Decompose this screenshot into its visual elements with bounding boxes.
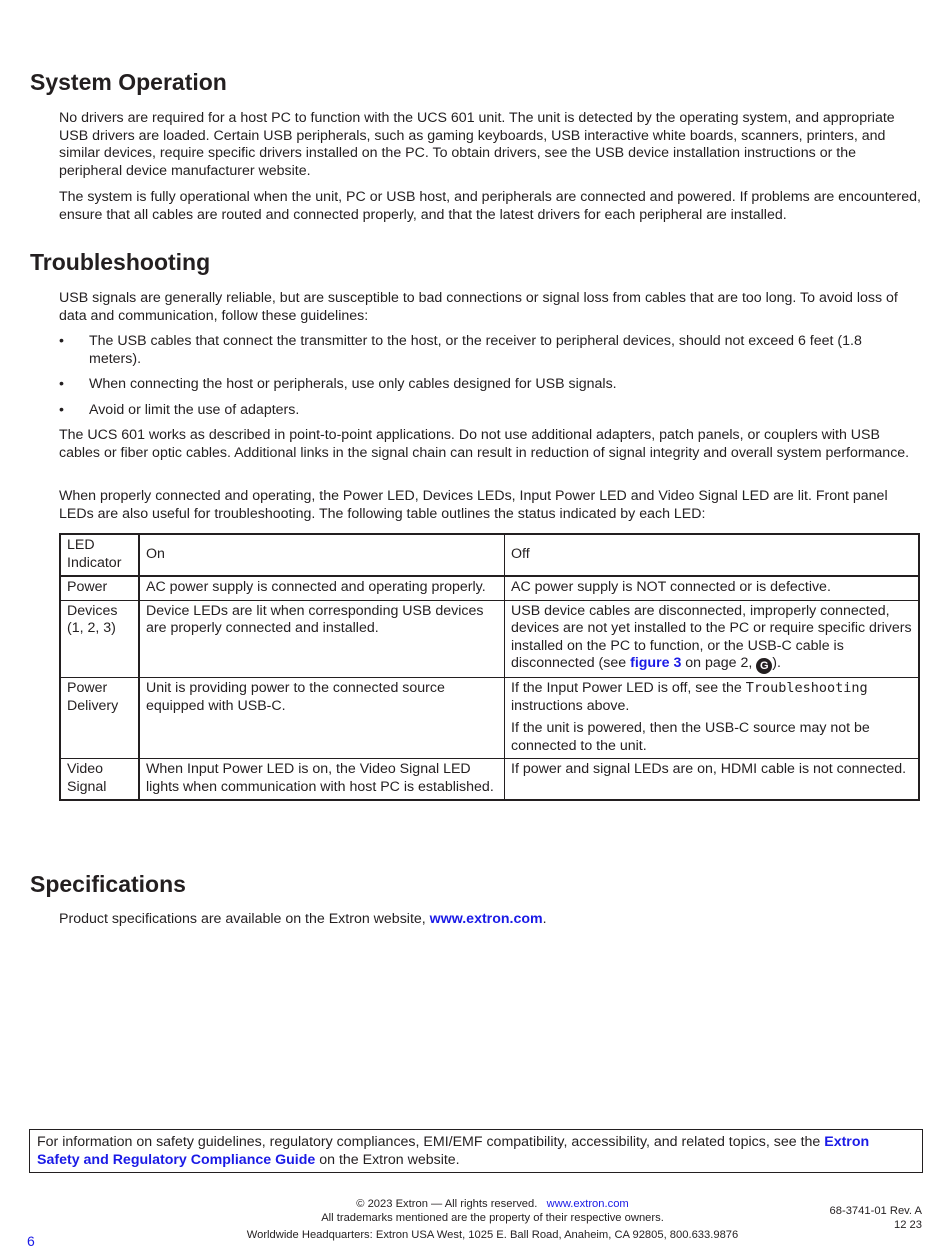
- table-row: [60, 759, 919, 801]
- bullet-marker: •: [59, 402, 64, 418]
- header-led-indicator: LED Indicator: [60, 534, 139, 576]
- on-cell: When Input Power LED is on, the Video Signal LED lights when communication with host PC is established.: [139, 759, 505, 801]
- footer-headquarters: Worldwide Headquarters: Extron USA West, 1025 E. Ball Road, Anaheim, CA 92805, 800.633.9876: [246, 1229, 739, 1241]
- footer-trademarks: All trademarks mentioned are the property of their respective owners.: [321, 1212, 664, 1224]
- on-cell: Unit is providing power to the connected source equipped with USB-C.: [139, 678, 505, 759]
- guideline-text: Avoid or limit the use of adapters.: [89, 402, 300, 418]
- callout-g-badge-icon: G: [756, 658, 772, 674]
- indicator-cell: Video Signal: [60, 759, 139, 801]
- document-date: 12 23: [894, 1219, 922, 1231]
- header-on: On: [139, 534, 505, 576]
- section-heading-specifications: Specifications: [30, 871, 186, 897]
- table-header-row: [60, 534, 919, 576]
- document-id: [830, 1204, 922, 1232]
- page-number: 6: [27, 1233, 35, 1249]
- on-cell: AC power supply is connected and operating properly.: [139, 576, 505, 600]
- led-intro-paragraph: When properly connected and operating, the Power LED, Devices LEDs, Input Power LED and Video Signal LED are lit. Front panel LEDs are also useful for troubleshooting. The following table outlines the status indicated by each LED:: [59, 488, 888, 522]
- bullet-marker: •: [59, 333, 64, 349]
- safety-guide-link[interactable]: Extron Safety and Regulatory Compliance Guide: [37, 1134, 870, 1168]
- table-row: [60, 678, 919, 759]
- figure-3-link[interactable]: figure 3: [630, 655, 682, 671]
- off-paragraph: [511, 680, 912, 715]
- off-cell: AC power supply is NOT connected or is defective.: [505, 576, 920, 600]
- section-heading-troubleshooting: Troubleshooting: [30, 249, 211, 275]
- off-text: ).: [772, 655, 781, 671]
- system-operation-paragraph-1: No drivers are required for a host PC to function with the UCS 601 unit. The unit is detected by the operating system, and appropriate USB drivers are loaded. Certain USB peripherals, such as gaming keyboards, USB interactive white boards, scanners, printers, and similar devices, require specific drivers installed on the PC. To obtain drivers, see the USB device installation instructions or the peripheral device manufacturer website.: [59, 110, 895, 179]
- off-paragraph: If the unit is powered, then the USB-C source may not be connected to the unit.: [511, 720, 870, 754]
- led-status-table: [59, 533, 920, 801]
- off-text: USB device cables are disconnected, improperly connected, devices are not yet installed to the PC or require specific drivers installed on the PC to function, or the USB-C cable is disconnected (see: [511, 602, 912, 671]
- extron-website-link[interactable]: www.extron.com: [429, 911, 543, 927]
- troubleshooting-intro: USB signals are generally reliable, but are susceptible to bad connections or signal loss from cables that are too long. To avoid loss of data and communication, follow these guidelines:: [59, 290, 898, 324]
- off-cell: [505, 600, 920, 678]
- notice-text: For information on safety guidelines, regulatory compliances, EMI/EMF compatibility, accessibility, and related topics, see the: [37, 1134, 825, 1150]
- off-text: If the Input Power LED is off, see the: [511, 680, 746, 696]
- system-operation-paragraph-2: The system is fully operational when the unit, PC or USB host, and peripherals are connected and powered. If problems are encountered, ensure that all cables are routed and connected properly, and that the latest drivers for each peripheral are installed.: [59, 189, 921, 223]
- header-off: Off: [505, 534, 920, 576]
- point-to-point-paragraph: The UCS 601 works as described in point-to-point applications. Do not use additional adapters, patch panels, or couplers with USB cables or fiber optic cables. Additional links in the signal chain can result in reduction of signal integrity and overall system performance.: [59, 427, 910, 461]
- document-revision: 68-3741-01 Rev. A: [829, 1205, 922, 1217]
- copyright-text: © 2023 Extron — All rights reserved.: [356, 1198, 538, 1210]
- notice-text: on the Extron website.: [315, 1152, 460, 1168]
- troubleshooting-reference: Troubleshooting: [745, 680, 868, 696]
- specifications-text: Product specifications are available on the Extron website,: [59, 911, 430, 927]
- section-heading-system-operation: System Operation: [30, 69, 227, 95]
- indicator-cell: Power: [60, 576, 139, 600]
- safety-notice-box: [29, 1129, 923, 1173]
- footer-copyright-line: [200, 1197, 785, 1211]
- footer-website-link[interactable]: www.extron.com: [546, 1198, 629, 1210]
- specifications-text: .: [542, 911, 547, 927]
- off-text: on page 2,: [681, 655, 757, 671]
- guideline-text: The USB cables that connect the transmitter to the host, or the receiver to peripheral devices, should not exceed 6 feet (1.8 meters).: [89, 333, 862, 367]
- table-row: [60, 600, 919, 678]
- table-row: [60, 576, 919, 600]
- off-text: instructions above.: [511, 697, 630, 714]
- on-cell: Device LEDs are lit when corresponding USB devices are properly connected and installed.: [139, 600, 505, 678]
- indicator-cell: Power Delivery: [60, 678, 139, 759]
- off-cell: If power and signal LEDs are on, HDMI cable is not connected.: [505, 759, 920, 801]
- bullet-marker: •: [59, 376, 64, 392]
- indicator-cell: Devices (1, 2, 3): [60, 600, 139, 678]
- specifications-paragraph: [59, 911, 921, 929]
- guideline-text: When connecting the host or peripherals, use only cables designed for USB signals.: [89, 376, 617, 392]
- off-cell: [505, 678, 920, 759]
